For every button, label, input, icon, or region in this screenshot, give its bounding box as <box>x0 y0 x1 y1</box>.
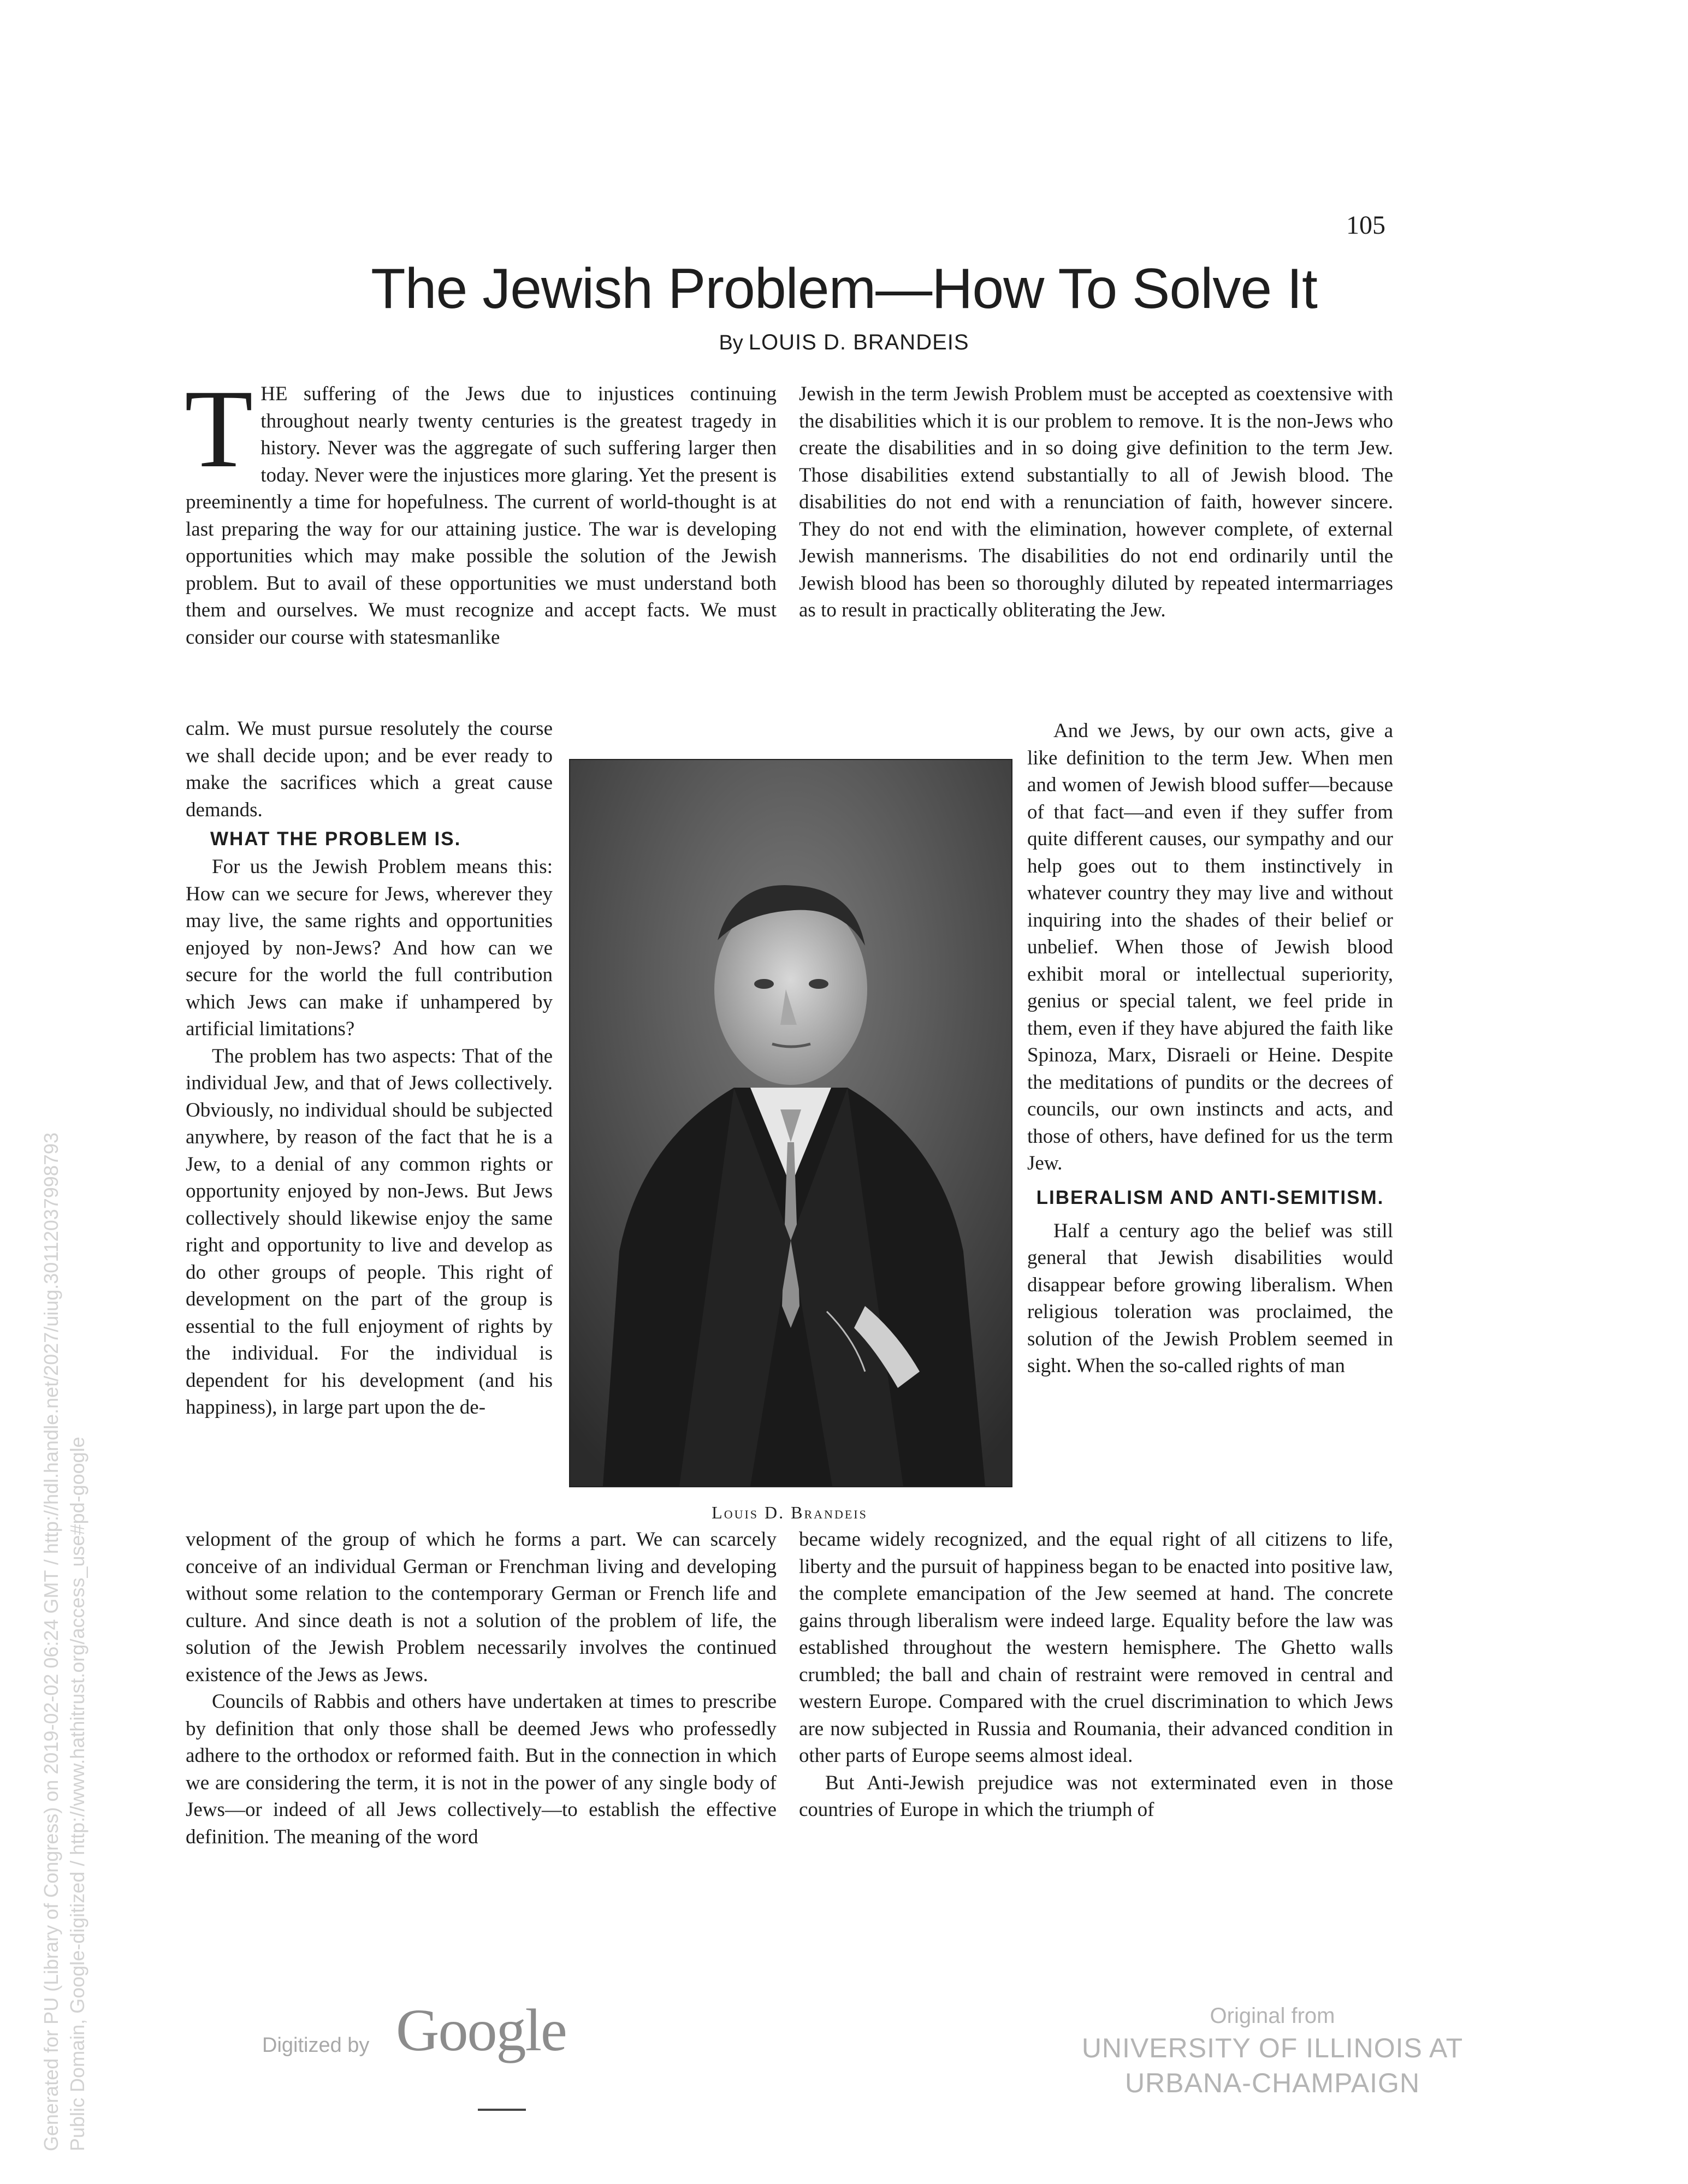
paragraph: For us the Jewish Problem means this: How can we secure for Jews, wherever they may live, the same rights and opportunities enjoyed by non-Jews? And how can we secure for the world the full contribution which Jews can make if unhampered by artificial limitations? <box>186 856 553 1040</box>
footer-rule <box>478 2109 526 2111</box>
watermark-line-1: Generated for PU (Library of Congress) on 2019-02-02 06:24 GMT / http://hdl.handle.net/2027/uiug.30112037998793 <box>40 1132 62 2151</box>
hathitrust-watermark <box>38 841 91 2151</box>
portrait-photo <box>569 759 1012 1487</box>
byline-by: By <box>719 331 743 354</box>
photo-caption: Louis D. Brandeis <box>712 1503 868 1522</box>
paragraph: became widely recognized, and the equal right of all citizens to life, liberty and the pursuit of happiness began to be enacted into positive law, the complete emancipation of the Jew seemed at hand. The concrete gains through liberalism were indeed large. Equality before the law was established throughout the western hemisphere. The Ghetto walls crumbled; the ball and chain of restraint were removed in central and western Europe. Compared with the cruel discrimination to which Jews are now subjected in Russia and Roumania, their advanced condition in other parts of Europe seems almost ideal. <box>799 1528 1393 1767</box>
paragraph: Half a century ago the belief was still general that Jewish disabilities would disappear before growing liberalism. When religious toleration was proclaimed, the solution of the Jewish Problem seemed in sight. When the so-called rights of man <box>1027 1219 1393 1377</box>
portrait-illustration <box>570 760 1011 1486</box>
institution-line-1: UNIVERSITY OF ILLINOIS AT <box>1081 2033 1464 2063</box>
paragraph: velopment of the group of which he forms a part. We can scarcely conceive of an individual German or Frenchman living and developing without some relation to the contemporary German or French life and culture. And since death is not a solution of the problem of life, the solution of the Jewish Problem necessarily involves the continued existence of the Jews as Jews. <box>186 1528 777 1686</box>
paragraph: Councils of Rabbis and others have undertaken at times to prescribe by definition that only those shall be deemed Jews who professedly adhere to the orthodox or reformed faith. But in the connection in which we are considering the term, it is not in the power of any single body of Jews—or indeed of all Jews collectively—to establish the effective definition. The meaning of the word <box>186 1690 777 1848</box>
column-right-middle <box>1027 717 1393 1380</box>
paragraph: calm. We must pursue resolutely the course we shall decide upon; and be ever ready to make the sacrifices which a great cause demands. <box>186 717 553 821</box>
institution-line-2: URBANA-CHAMPAIGN <box>1124 2068 1420 2098</box>
byline <box>0 330 1688 355</box>
paragraph: Jewish in the term Jewish Problem must be accepted as coextensive with the disabilities which it is our problem to remove. It is the non-Jews who create the disabilities and in so doing give definition to the term Jew. Those disabilities extend substantially to all of Jewish blood. The disabilities do not end with a renunciation of faith, however sincere. They do not end with the elimination, however complete, of external Jewish mannerisms. The disabilities do not end ordinarily until the Jewish blood has been so thoroughly diluted by repeated intermarriages as to result in practically obliterating the Jew. <box>799 383 1393 621</box>
paragraph: And we Jews, by our own acts, give a like definition to the term Jew. When men and women of Jewish blood suffer—because of that fact—and even if they suffer from quite different causes, our sympathy and our help goes out to them instinctively in whatever country they may live and without inquiring into the shades of their belief or unbelief. When those of Jewish blood exhibit moral or intellectual superiority, genius or special talent, we feel pride in them, even if they have abjured the faith like Spinoza, Marx, Disraeli or Heine. Despite the meditations of pundits or the decrees of councils, our own instincts and acts, and those of others, have defined for us the term Jew. <box>1027 720 1393 1174</box>
paragraph: But Anti-Jewish prejudice was not exterminated even in those countries of Europe in which the triumph of <box>799 1771 1393 1821</box>
article-title: The Jewish Problem—How To Solve It <box>371 257 1317 321</box>
column-left-top <box>185 367 777 651</box>
google-logo: Google <box>396 1997 566 2063</box>
column-right-bottom <box>799 1526 1393 1824</box>
original-from-block <box>1081 2001 1464 2100</box>
column-right-top <box>799 381 1393 624</box>
column-left-bottom <box>186 1526 777 1850</box>
page-number: 105 <box>1346 211 1385 240</box>
section-heading-problem: WHAT THE PROBLEM IS. <box>210 828 461 850</box>
original-from-label: Original from <box>1210 2004 1335 2028</box>
section-heading-liberalism: LIBERALISM AND ANTI-SEMITISM. <box>1036 1186 1384 1208</box>
column-left-middle <box>186 715 553 1421</box>
paragraph: HE suffering of the Jews due to injustices continuing throughout nearly twenty centuries is the greatest tragedy in history. Never was the aggregate of such suffering larger then today. Never were the injustices more glaring. Yet the present is preeminently a time for hopefulness. The current of world-thought is at last preparing the way for our attaining justice. The war is developing opportunities which may make possible the solution of the Jewish problem. But to avail of these opportunities we must understand both them and ourselves. We must recognize and accept facts. We must consider our course with statesmanlike <box>186 383 777 649</box>
paragraph: The problem has two aspects: That of the individual Jew, and that of Jews collectively. Obviously, no individual should be subjected anywhere, by reason of the fact that he is a Jew, to a denial of any common rights or opportunity enjoyed by non-Jews. But Jews collectively should likewise enjoy the same right and opportunity to live and develop as do other groups of people. This right of development on the part of the group is essential to the full enjoyment of rights by the individual. For the individual is dependent for his development (and his happiness), in large part upon the de- <box>186 1044 553 1419</box>
byline-author: LOUIS D. BRANDEIS <box>748 330 969 354</box>
watermark-line-2: Public Domain, Google-digitized / http://www.hathitrust.org/access_use#pd-google <box>66 1437 88 2151</box>
drop-cap: T <box>185 367 253 491</box>
digitized-by-label: Digitized by <box>262 2034 370 2057</box>
